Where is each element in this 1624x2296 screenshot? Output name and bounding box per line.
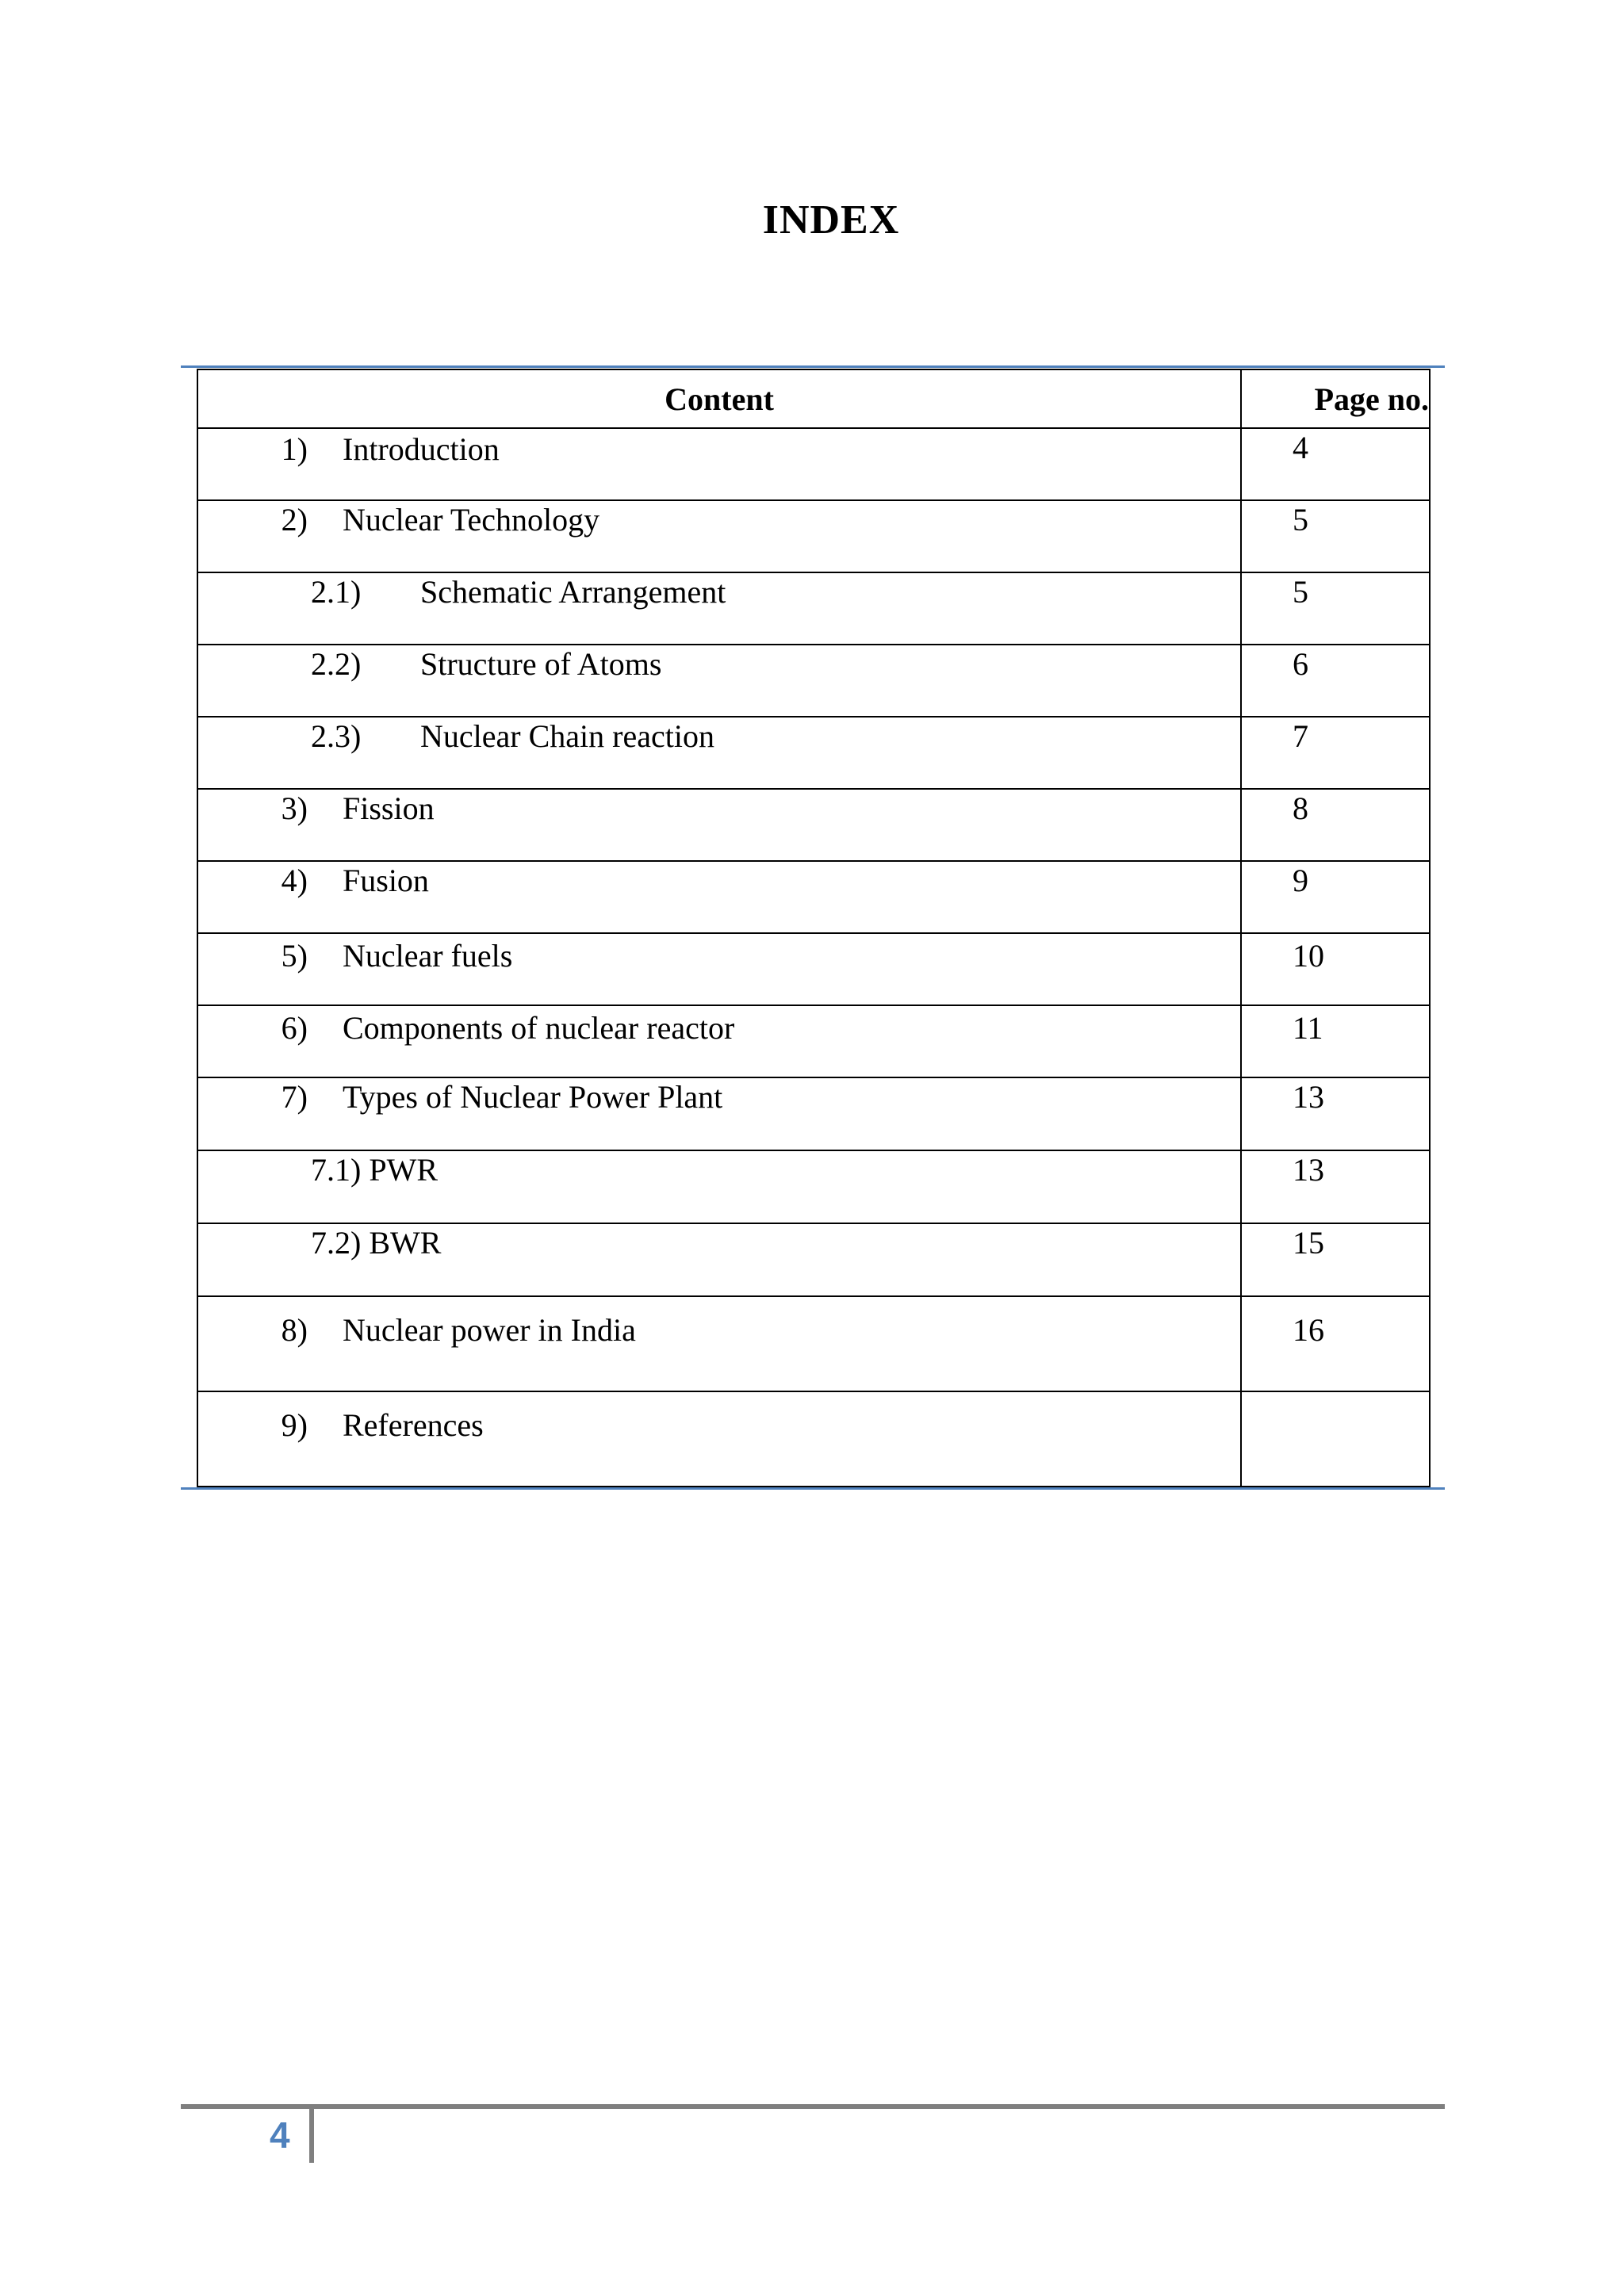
- page-title: INDEX: [762, 197, 900, 243]
- entry-number: 2): [281, 502, 308, 538]
- table-row: [197, 500, 1430, 572]
- entry-number: 1): [281, 431, 308, 467]
- table-row: [197, 717, 1430, 789]
- page-number: 13: [1293, 1152, 1324, 1188]
- entry-title: References: [343, 1407, 484, 1443]
- header-content: Content: [197, 369, 1241, 428]
- page-number: 7: [1293, 718, 1308, 754]
- page-number: 5: [1293, 574, 1308, 610]
- table-row: [197, 572, 1430, 645]
- entry-number: 8): [281, 1312, 308, 1348]
- footer-page-divider: [309, 2107, 314, 2163]
- entry-title: Fusion: [343, 863, 429, 898]
- entry-title: Introduction: [343, 431, 500, 467]
- table-row: [197, 1150, 1430, 1223]
- page-number: 16: [1293, 1312, 1324, 1348]
- entry-number: 9): [281, 1407, 308, 1443]
- table-row: [197, 789, 1430, 861]
- entry-title: Schematic Arrangement: [420, 574, 726, 610]
- page-number: 15: [1293, 1225, 1324, 1261]
- footer-rule: [181, 2104, 1445, 2109]
- page-number: 8: [1293, 790, 1308, 826]
- page-number: 11: [1293, 1010, 1323, 1046]
- entry-number: 4): [281, 863, 308, 898]
- footer-page-number: 4: [270, 2114, 290, 2156]
- table-bottom-rule: [181, 1487, 1445, 1490]
- entry-number: 6): [281, 1010, 308, 1046]
- entry-title: Nuclear Chain reaction: [420, 718, 714, 754]
- page-number: 13: [1293, 1079, 1324, 1115]
- table-row: [197, 1077, 1430, 1150]
- page-number: 5: [1293, 502, 1308, 538]
- entry-number: 5): [281, 938, 308, 974]
- entry-title: Nuclear fuels: [343, 938, 513, 974]
- entry-title: Structure of Atoms: [420, 646, 662, 682]
- entry-title: 7.2) BWR: [311, 1225, 442, 1261]
- entry-title: 7.1) PWR: [311, 1152, 438, 1188]
- entry-title: Components of nuclear reactor: [343, 1010, 735, 1046]
- page-number: 4: [1293, 430, 1308, 465]
- table-row: [197, 861, 1430, 933]
- entry-number: 2.1): [311, 574, 362, 610]
- page-number: 10: [1293, 938, 1324, 974]
- entry-number: 3): [281, 790, 308, 826]
- entry-title: Types of Nuclear Power Plant: [343, 1079, 723, 1115]
- table-row: [197, 1296, 1430, 1391]
- table-row: [197, 645, 1430, 717]
- entry-title: Nuclear power in India: [343, 1312, 636, 1348]
- entry-number: 2.3): [311, 718, 362, 754]
- page-number: 9: [1293, 863, 1308, 898]
- entry-title: Nuclear Technology: [343, 502, 600, 538]
- header-page-no: Page no.: [1241, 369, 1430, 428]
- table-top-rule: [181, 365, 1445, 368]
- entry-number: 2.2): [311, 646, 362, 682]
- index-table: [197, 369, 1431, 1487]
- table-row: [197, 1005, 1430, 1077]
- table-row: [197, 428, 1430, 500]
- table-header-row: [197, 369, 1430, 428]
- table-row: [197, 933, 1430, 1005]
- entry-title: Fission: [343, 790, 435, 826]
- table-row: [197, 1391, 1430, 1487]
- page-number: 6: [1293, 646, 1308, 682]
- entry-number: 7): [281, 1079, 308, 1115]
- table-row: [197, 1223, 1430, 1296]
